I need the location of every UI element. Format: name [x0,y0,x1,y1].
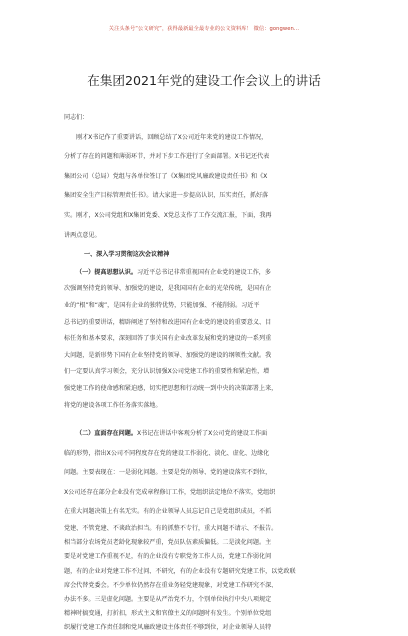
promo-banner: 关注头条号“公文研究”，获得最新最全最专业的公文资料库！ 微信：gongwen... [108,26,300,32]
paragraph-line: 将党的建设各项工作任务落实落地。 [64,401,162,409]
paragraph-line: 问题。主要表现在：一是弱化问题。主要是党的领导、党的建设落实不到位， [64,469,272,477]
paragraph-line: （二）直面存在问题。X书记在讲话中客观分析了X公司党的建设工作面 [76,430,268,438]
paragraph-line: 精神时搞变通，打折扣，形式主义和官僚主义的问题时有发生。个别单位党组 [64,610,272,618]
paragraph-line: 在重大问题决策上有名无实。有的企业领导人员忘记自己是党组织成员，不抓 [64,508,272,516]
paragraph-line: 强党建工作的使命感和紧迫感，切实把思想和行动统一到中央的决策部署上来， [64,384,278,392]
paragraph-line: 相当部分农场党员老龄化现象较严重，党员队伍素质偏低。二是淡化问题。主 [64,539,272,547]
paragraph-line: 题，有的企业对党建工作不过问、不研究，有的企业没有专题研究党建工作，以党政联 [64,567,296,575]
paragraph-line: 办法不多。三是虚化问题。主要是从严治党不力，个别单位执行中央八项规定 [64,596,272,603]
subsection-title: （二）直面存在问题。 [76,430,137,438]
paragraph-line: 集团安全生产目标管理责任书》。请大家进一步提高认识，压实责任，抓好落 [64,192,269,200]
paragraph-line: 业的“根”和“魂”，是国有企业的独特优势，只能加强、不能削弱。习近平 [64,301,260,309]
page-title: 在集团2021年党的建设工作会议上的讲话 [87,73,321,88]
paragraph-line: 标任务和基本要求，深刻回答了事关国有企业改革发展和党的建设的一系列重 [64,335,272,343]
subsection-title: （一）提高思想认识。 [76,268,137,276]
paragraph-line: X公司还存在部分企业没有完成章程修订工作，党组织法定地位不落实，党组织 [64,488,276,496]
salutation: 同志们： [64,114,89,121]
paragraph-line: 实。刚才，X公司党组和X集团党委、X党总支作了工作交流汇报，下面，我再 [64,211,272,219]
paragraph-line: 次强调坚持党的领导、加强党的建设，是我国国有企业的光荣传统，是国有企 [64,285,272,293]
paragraph-line: 党建、不管党建、不谈政治担当。有的抓整不专行，重大问题不请示、不报告。 [64,525,278,533]
paragraph-line: 大问题，是新形势下国有企业坚持党的领导、加强党的建设的纲领性文献。我 [64,351,272,359]
paragraph-sub2 [64,424,364,635]
paragraph-line: 讲两点意见。 [64,231,101,239]
paragraph-line: 刚才X书记作了重要讲话，回顾总结了X公司近年来党的建设工作情况， [76,133,268,141]
paragraph-line: 总书记的重要讲话，精辟阐述了坚持和改进国有企业党的建设的重要意义、目 [64,318,272,326]
paragraph-sub1 [64,265,364,414]
paragraph-intro [64,128,364,246]
section-heading: 一、深入学习贯彻这次会议精神 [84,251,170,259]
paragraph-line: 集团公司（总局）党组与各单位签订了《X集团党风廉政建设责任书》和《X [64,172,268,180]
paragraph-line: 们一定要认真学习领会，充分认识加强X公司党建工作的重要性和紧迫性，增 [64,368,270,376]
paragraph-line: 席会代替党委会。不少单位仍然存在重业务轻党建现象，对党建工作研究不深、 [64,581,278,589]
paragraph-line: 分析了存在的问题和薄弱环节，并对下步工作进行了全面部署。X书记还代表 [64,153,270,161]
paragraph-line: 织履行党建工作责任制和党风廉政建设主体责任不够到位，对企业领导人员特 [64,624,272,632]
paragraph-line: 临的形势，指出X公司不同程度存在党的建设工作弱化、淡化、虚化、边缘化 [64,449,270,457]
paragraph-line: （一）提高思想认识。习近平总书记非常重视国有企业党的建设工作，多 [76,268,271,276]
paragraph-line: 要是对党建工作重视不足，有的企业没有专职党务工作人员，党建工作弱化问 [64,553,272,561]
document-body [64,108,364,636]
